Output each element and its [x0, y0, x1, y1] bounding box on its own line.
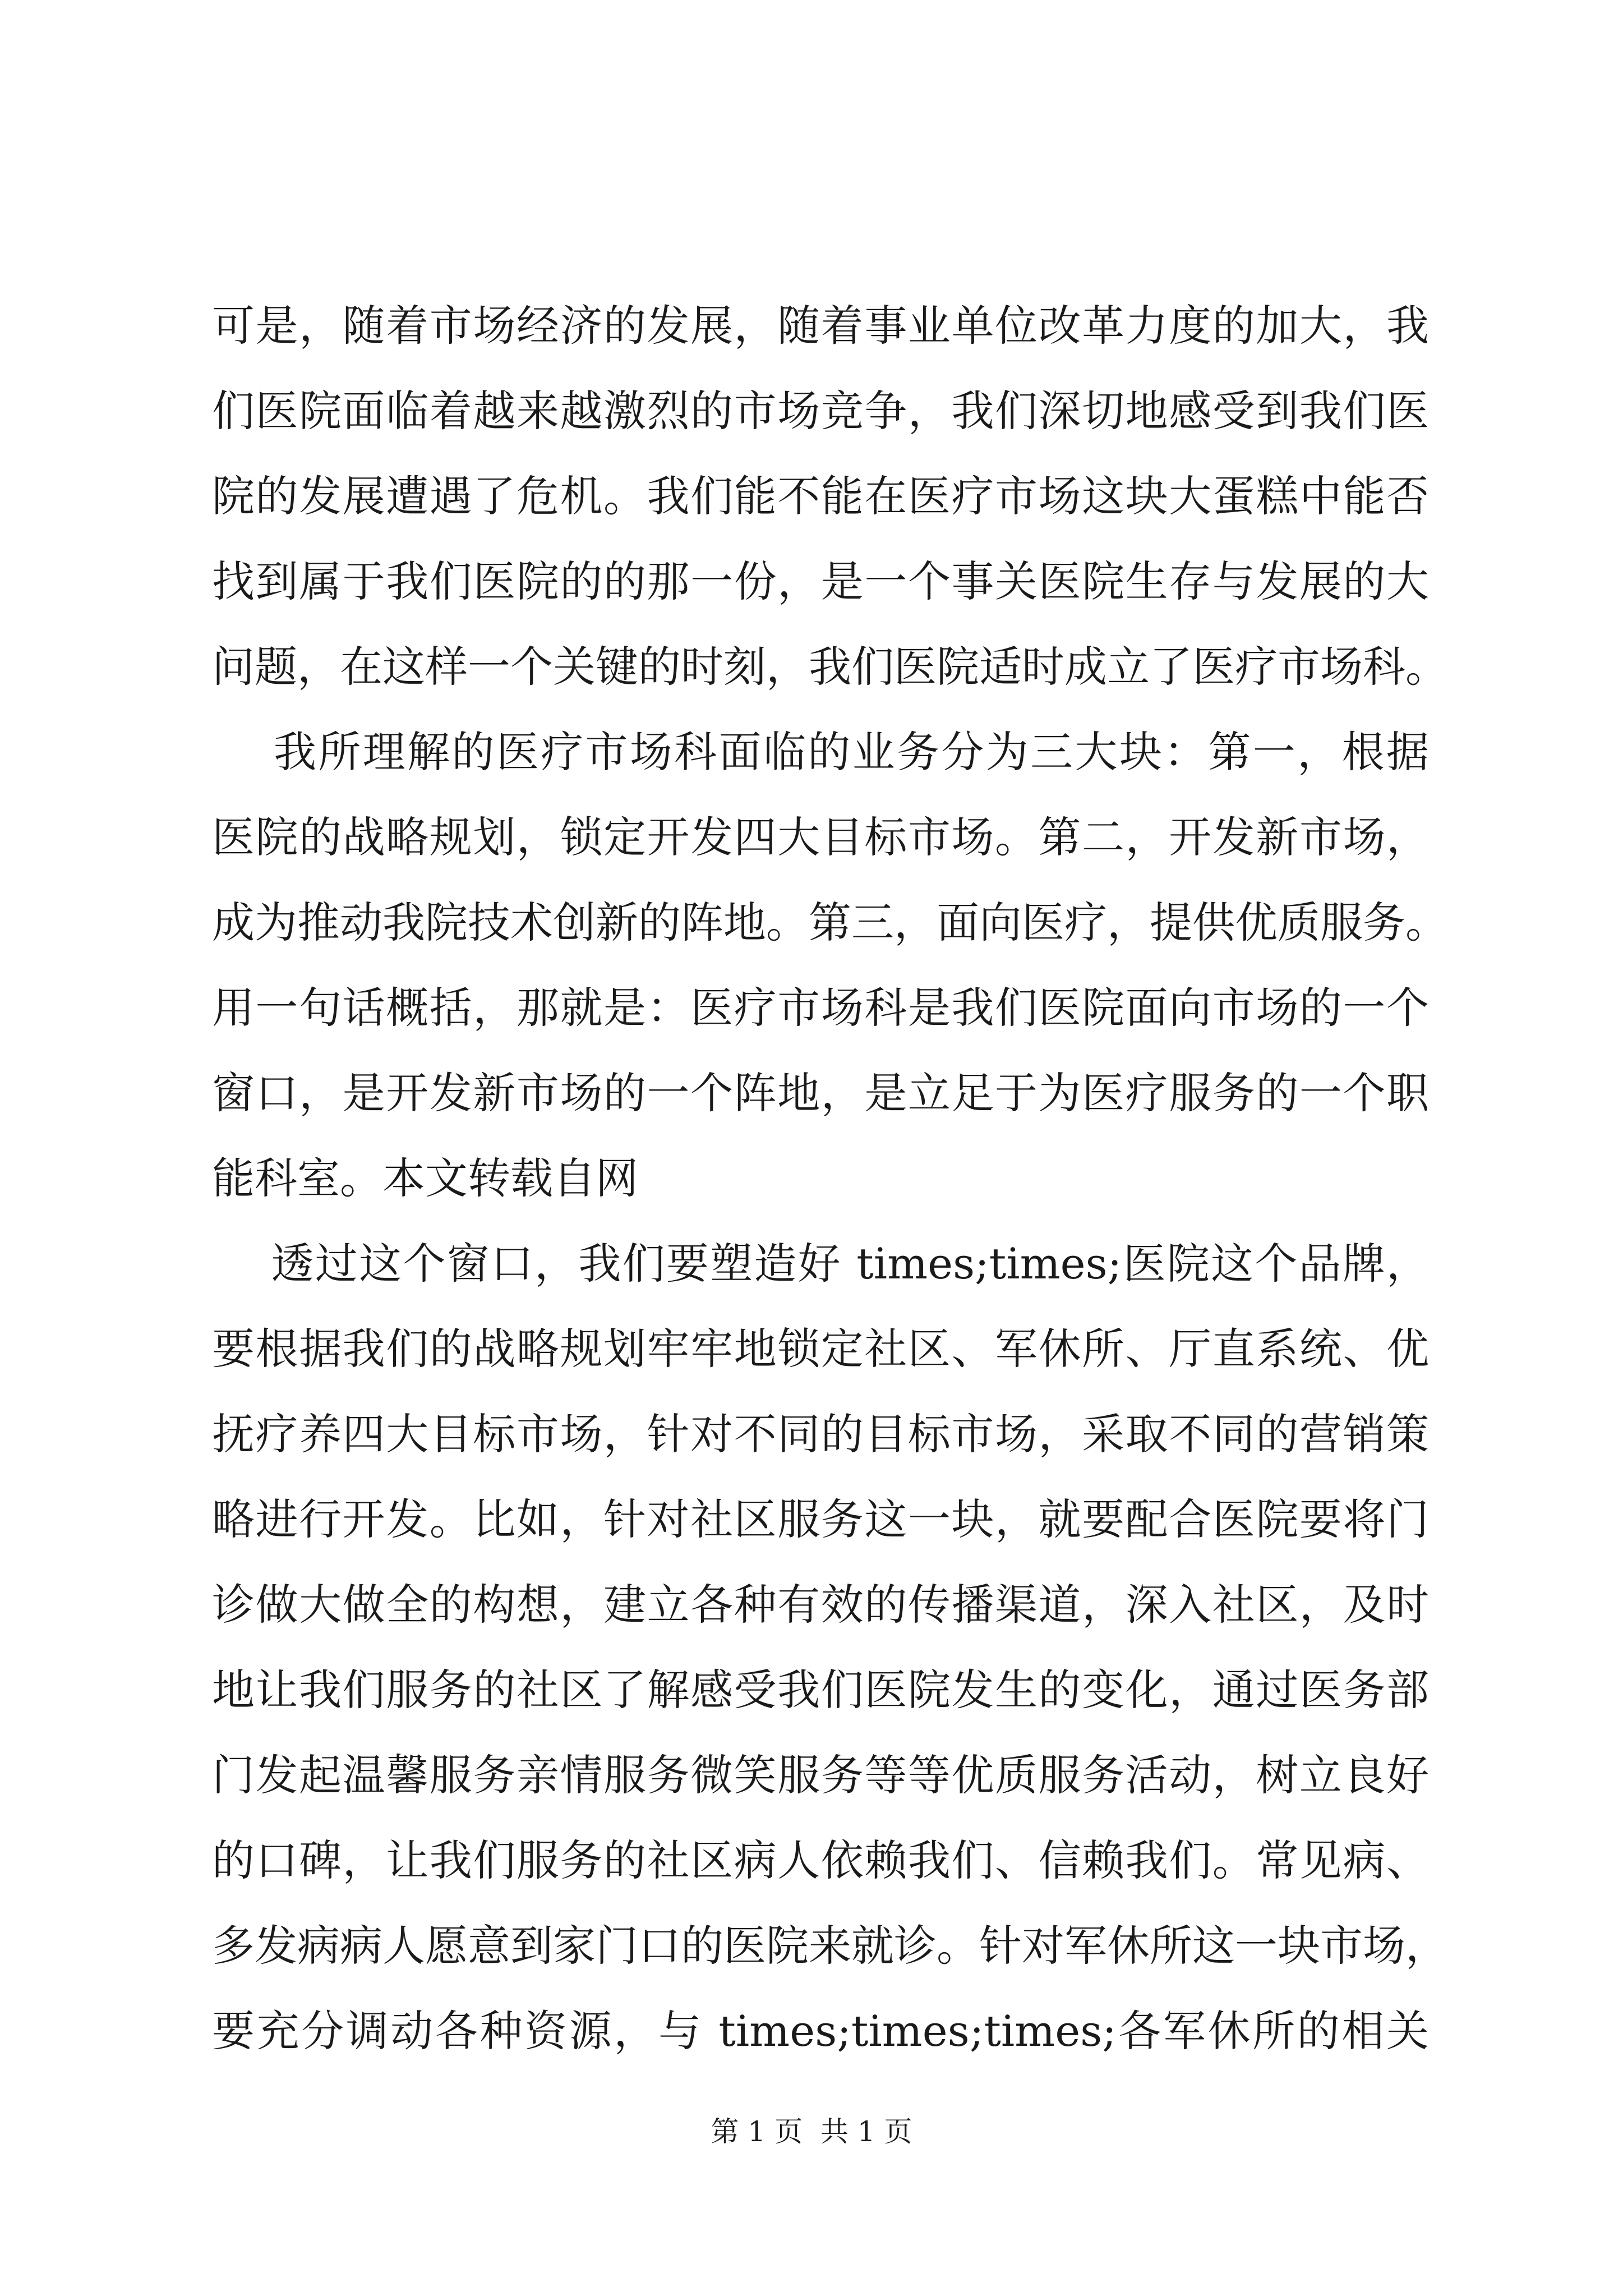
text-line: 地让我们服务的社区了解感受我们医院发生的变化，通过医务部: [212, 1665, 1429, 1715]
text-line: 多发病病人愿意到家门口的医院来就诊。针对军休所这一块市场，: [212, 1921, 1448, 1971]
text-line: 成为推动我院技术创新的阵地。第三，面向医疗，提供优质服务。: [212, 898, 1448, 947]
text-line: 我所理解的医疗市场科面临的业务分为三大块：第一，根据: [212, 727, 1429, 777]
text-line: 院的发展遭遇了危机。我们能不能在医疗市场这块大蛋糕中能否: [212, 471, 1429, 521]
text-line: 略进行开发。比如，针对社区服务这一块，就要配合医院要将门: [212, 1494, 1429, 1544]
text-line: 诊做大做全的构想，建立各种有效的传播渠道，深入社区，及时: [212, 1580, 1429, 1630]
page-footer: 第 1 页 共 1 页: [711, 2115, 912, 2148]
text-line: 可是，随着市场经济的发展，随着事业单位改革力度的加大，我: [212, 301, 1429, 351]
text-line: 要充分调动各种资源，与 times;times;times;各军休所的相关: [212, 2006, 1429, 2056]
text-line: 用一句话概括，那就是：医疗市场科是我们医院面向市场的一个: [212, 983, 1429, 1033]
text-line: 们医院面临着越来越激烈的市场竞争，我们深切地感受到我们医: [212, 386, 1429, 436]
text-line: 窗口，是开发新市场的一个阵地，是立足于为医疗服务的一个职: [212, 1068, 1429, 1118]
text-line: 要根据我们的战略规划牢牢地锁定社区、军休所、厅直系统、优: [212, 1324, 1429, 1374]
text-line: 能科室。本文转载自网: [212, 1153, 638, 1203]
text-line: 医院的战略规划，锁定开发四大目标市场。第二，开发新市场，: [212, 812, 1429, 862]
text-line: 抚疗养四大目标市场，针对不同的目标市场，采取不同的营销策: [212, 1409, 1429, 1459]
text-line: 问题，在这样一个关键的时刻，我们医院适时成立了医疗市场科。: [212, 642, 1448, 692]
text-line: 的口碑，让我们服务的社区病人依赖我们、信赖我们。常见病、: [212, 1835, 1429, 1885]
text-line: 找到属于我们医院的的那一份，是一个事关医院生存与发展的大: [212, 556, 1429, 606]
text-line: 门发起温馨服务亲情服务微笑服务等等优质服务活动，树立良好: [212, 1750, 1429, 1800]
text-line: 透过这个窗口，我们要塑造好 times;times;医院这个品牌，: [212, 1239, 1429, 1289]
document-body: [212, 283, 1448, 2074]
